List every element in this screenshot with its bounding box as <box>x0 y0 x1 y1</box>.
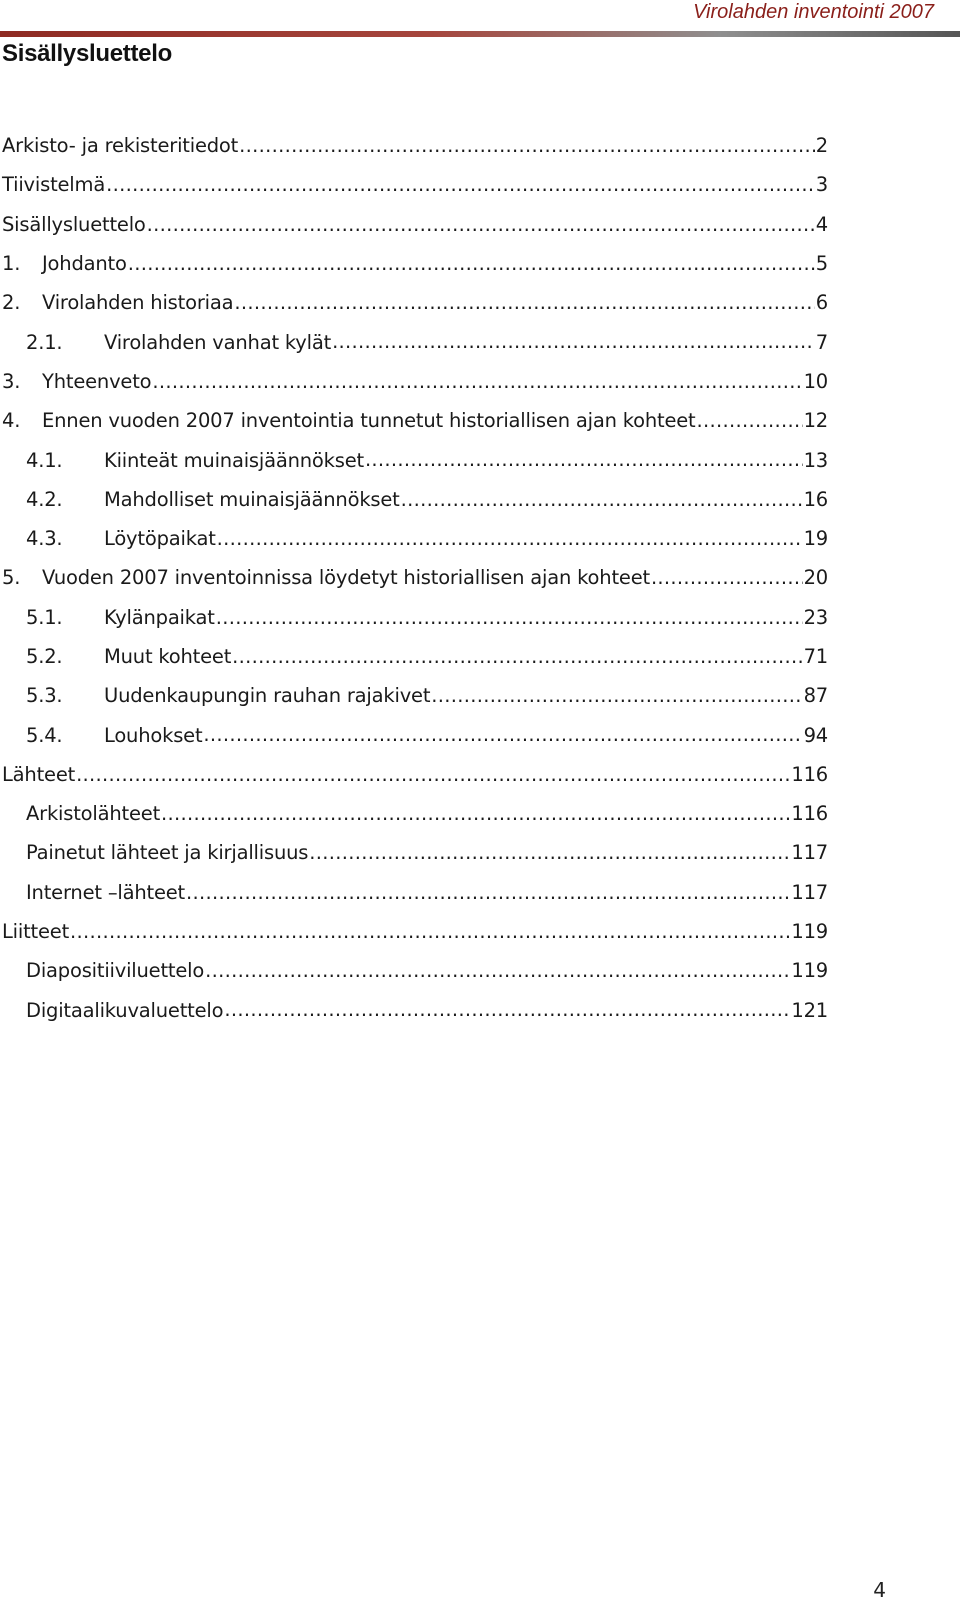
toc-dot-leader <box>239 134 815 157</box>
toc-dot-leader <box>224 998 790 1021</box>
toc-entry-title: Löytöpaikat <box>104 527 216 551</box>
toc-entry-number: 1. <box>2 252 21 276</box>
toc-entry-number: 4. <box>2 409 21 433</box>
toc-entry[interactable] <box>0 440 828 479</box>
toc-entry-title: Diapositiiviluettelo <box>26 959 205 983</box>
toc-entry-page: 121 <box>791 998 828 1022</box>
toc-entry[interactable] <box>0 205 828 244</box>
toc-dot-leader <box>76 763 790 786</box>
toc-entry-title: Vuoden 2007 inventoinnissa löydetyt historiallisen ajan kohteet <box>42 566 650 590</box>
toc-entry-title: Kiinteät muinaisjäännökset <box>104 448 364 472</box>
toc-dot-leader <box>216 606 803 629</box>
toc-entry-page: 16 <box>803 487 828 511</box>
toc-dot-leader <box>332 330 815 353</box>
toc-entry[interactable] <box>0 598 828 637</box>
toc-dot-leader <box>232 645 802 668</box>
toc-entry-title: Tiivistelmä <box>2 173 106 197</box>
toc-entry-title: Kylänpaikat <box>104 605 215 629</box>
toc-dot-leader <box>205 959 790 982</box>
toc-entry-page: 119 <box>791 959 828 983</box>
toc-entry[interactable] <box>0 126 828 165</box>
toc-dot-leader <box>70 920 790 943</box>
toc-entry-title: Ennen vuoden 2007 inventointia tunnetut historiallisen ajan kohteet <box>42 409 696 433</box>
running-header: Virolahden inventointi 2007 <box>693 1 934 23</box>
toc-entry-title: Louhokset <box>104 723 203 747</box>
toc-entry-title: Virolahden historiaa <box>42 291 234 315</box>
toc-entry-page: 119 <box>791 920 828 944</box>
toc-entry-title: Lähteet <box>2 762 76 786</box>
toc-entry-title: Mahdolliset muinaisjäännökset <box>104 487 400 511</box>
toc-entry-page: 4 <box>815 212 828 236</box>
toc-entry[interactable] <box>0 912 828 951</box>
toc-entry-title: Sisällysluettelo <box>2 212 146 236</box>
toc-entry-title: Internet –lähteet <box>26 880 185 904</box>
toc-entry[interactable] <box>0 833 828 872</box>
toc-entry-number: 5. <box>2 566 21 590</box>
header-rule <box>0 31 960 37</box>
toc-entry-number: 2.1. <box>26 330 63 354</box>
toc-entry[interactable] <box>0 322 828 361</box>
toc-entry-number: 2. <box>2 291 21 315</box>
toc-dot-leader <box>365 448 803 471</box>
toc-entry-page: 117 <box>791 841 828 865</box>
toc-entry-page: 19 <box>803 527 828 551</box>
toc-entry-number: 4.1. <box>26 448 63 472</box>
toc-entry-title: Arkistolähteet <box>26 802 161 826</box>
toc-entry-page: 7 <box>815 330 828 354</box>
toc-entry-number: 4.2. <box>26 487 63 511</box>
toc-entry[interactable] <box>0 676 828 715</box>
table-of-contents <box>0 126 828 1030</box>
toc-entry-page: 3 <box>815 173 828 197</box>
toc-entry[interactable] <box>0 244 828 283</box>
toc-entry-page: 116 <box>791 762 828 786</box>
toc-dot-leader <box>309 841 790 864</box>
toc-entry[interactable] <box>0 637 828 676</box>
toc-entry[interactable] <box>0 558 828 597</box>
toc-entry[interactable] <box>0 991 828 1030</box>
toc-entry-number: 4.3. <box>26 527 63 551</box>
toc-entry[interactable] <box>0 794 828 833</box>
toc-entry-number: 5.3. <box>26 684 63 708</box>
toc-entry-title: Muut kohteet <box>104 645 232 668</box>
toc-entry-page: 87 <box>803 684 828 708</box>
toc-dot-leader <box>217 527 803 550</box>
toc-dot-leader <box>152 370 802 393</box>
toc-entry-page: 10 <box>803 369 828 393</box>
toc-entry-title: Virolahden vanhat kylät <box>104 330 332 354</box>
toc-entry-page: 12 <box>803 409 828 433</box>
toc-entry-page: 20 <box>803 566 828 590</box>
toc-dot-leader <box>106 173 815 196</box>
toc-entry-title: Digitaalikuvaluettelo <box>26 998 224 1022</box>
page-number: 4 <box>873 1578 886 1602</box>
toc-dot-leader <box>234 291 814 314</box>
toc-entry[interactable] <box>0 755 828 794</box>
toc-dot-leader <box>697 409 803 432</box>
toc-dot-leader <box>161 802 790 825</box>
toc-entry-page: 94 <box>803 723 828 747</box>
toc-entry-title: Johdanto <box>42 252 127 276</box>
toc-entry-number: 3. <box>2 369 21 393</box>
toc-entry-page: 117 <box>791 880 828 904</box>
toc-entry[interactable] <box>0 873 828 912</box>
toc-entry[interactable] <box>0 951 828 990</box>
toc-dot-leader <box>431 684 802 707</box>
page-title: Sisällysluettelo <box>2 40 172 67</box>
toc-entry[interactable] <box>0 401 828 440</box>
toc-dot-leader <box>147 213 815 236</box>
toc-entry-number: 5.2. <box>26 645 63 668</box>
toc-dot-leader <box>401 488 803 511</box>
toc-entry-title: Liitteet <box>2 920 70 944</box>
toc-entry-page: 6 <box>815 291 828 315</box>
toc-entry-title: Uudenkaupungin rauhan rajakivet <box>104 684 431 708</box>
toc-entry-page: 13 <box>803 448 828 472</box>
toc-entry[interactable] <box>0 165 828 204</box>
toc-entry[interactable] <box>0 715 828 754</box>
toc-entry-title: Yhteenveto <box>42 369 152 393</box>
toc-entry-page: 116 <box>791 802 828 826</box>
toc-entry-page: 2 <box>815 134 828 158</box>
toc-entry[interactable] <box>0 283 828 322</box>
toc-entry[interactable] <box>0 362 828 401</box>
toc-entry-title: Painetut lähteet ja kirjallisuus <box>26 841 309 865</box>
toc-entry[interactable] <box>0 519 828 558</box>
toc-dot-leader <box>128 252 815 275</box>
toc-entry[interactable] <box>0 480 828 519</box>
toc-entry-number: 5.1. <box>26 605 63 629</box>
toc-entry-number: 5.4. <box>26 723 63 747</box>
toc-dot-leader <box>186 881 790 904</box>
toc-entry-page: 5 <box>815 252 828 276</box>
toc-entry-page: 23 <box>803 605 828 629</box>
toc-dot-leader <box>203 723 802 746</box>
toc-dot-leader <box>651 566 803 589</box>
toc-entry-title: Arkisto- ja rekisteritiedot <box>2 134 239 158</box>
toc-entry-page: 71 <box>803 645 828 668</box>
